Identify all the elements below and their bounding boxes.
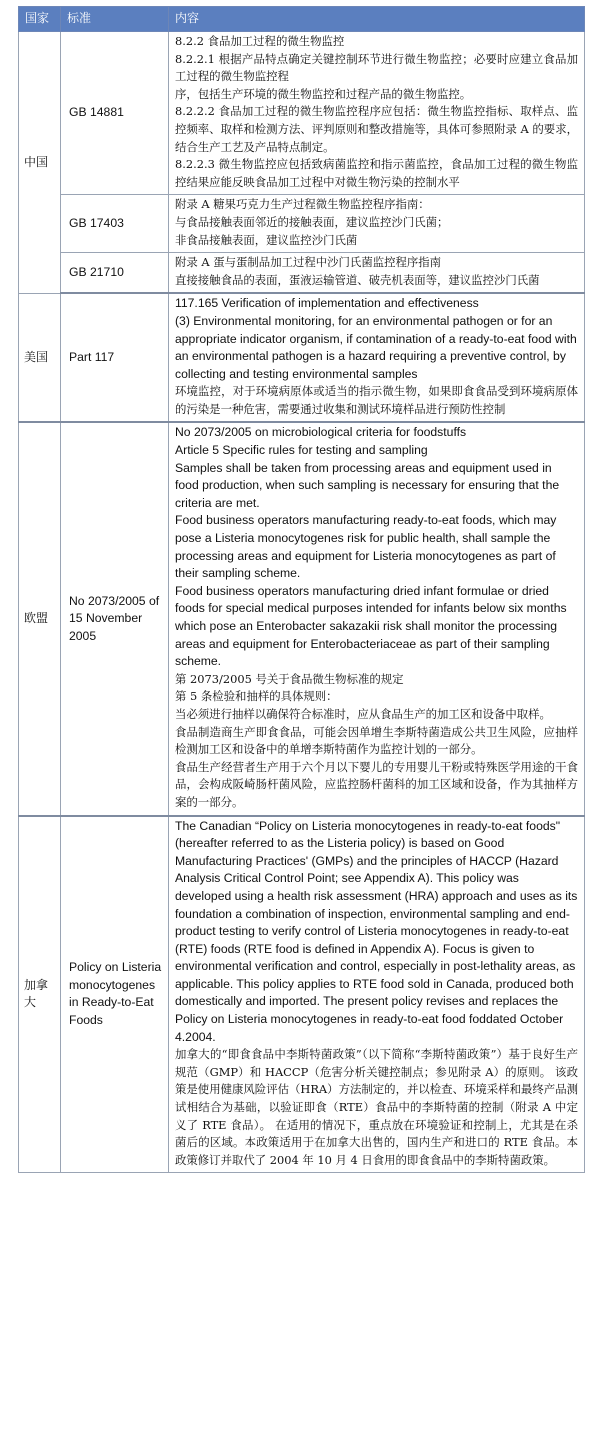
content-line: (3) Environmental monitoring, for an environmental pathogen or for an appropriate indicator organism, if contamination of a ready-to-eat food with an environmental pathogen is a hazard requiring a preventive control, by collecting and testing environmental samples <box>175 313 577 381</box>
country-cell: 美国 <box>19 293 61 422</box>
content-line: 环境监控，对于环境病原体或适当的指示微生物，如果即食食品受到环境病原体的污染是一种危害，需要通过收集和测试环境样品进行预防性控制 <box>175 384 578 416</box>
content-line: 117.165 Verification of implementation and effectiveness <box>175 296 479 311</box>
content-cell <box>169 253 585 294</box>
content-line: 非食品接触表面，建议监控沙门氏菌 <box>175 232 358 247</box>
table-row <box>19 32 585 195</box>
content-cell <box>169 32 585 195</box>
content-line: 8.2.2.2 食品加工过程的微生物监控程序应包括：微生物监控指标、取样点、监控频率、取样和检测方法、评判原则和整改措施等，具体可参照附录 A 的要求，结合生产工艺及产品特点制定。 <box>175 104 578 154</box>
table-row <box>19 195 585 253</box>
country-cell: 中国 <box>19 32 61 294</box>
content-line: 8.2.2.1 根据产品特点确定关键控制环节进行微生物监控；必要时应建立食品加工过程的微生物监控程 <box>175 51 578 84</box>
table-row <box>19 293 585 422</box>
content-line: 第 2073/2005 号关于食品微生物标准的规定 <box>175 671 404 686</box>
content-line: 食品制造商生产即食食品，可能会因单增生李斯特菌造成公共卫生风险，应抽样检测加工区和设备中的单增李斯特菌作为监控计划的一部分。 <box>175 724 578 757</box>
content-cell <box>169 816 585 1173</box>
content-cell <box>169 422 585 815</box>
content-line: 序，包括生产环境的微生物监控和过程产品的微生物监控。 <box>175 86 472 101</box>
content-line: 附录 A 糖果巧克力生产过程微生物监控程序指南： <box>175 197 430 212</box>
content-line: 8.2.2 食品加工过程的微生物监控 <box>175 34 345 48</box>
regulation-table <box>18 6 585 1173</box>
standard-cell: Policy on Listeria monocytogenes in Ready-to-Eat Foods <box>61 816 169 1173</box>
table-row <box>19 816 585 1173</box>
content-cell <box>169 293 585 422</box>
content-line: 与食品接触表面邻近的接触表面，建议监控沙门氏菌； <box>175 214 449 229</box>
table-header-row <box>19 7 585 32</box>
content-line: 第 5 条检验和抽样的具体规则： <box>175 689 338 704</box>
standard-cell: GB 14881 <box>61 32 169 195</box>
table-row <box>19 422 585 815</box>
content-line: 直接接触食品的表面，蛋液运输管道、破壳机表面等，建议监控沙门氏菌 <box>175 272 540 287</box>
standard-cell: No 2073/2005 of 15 November 2005 <box>61 422 169 815</box>
standard-cell: GB 21710 <box>61 253 169 294</box>
header-content: 内容 <box>169 7 585 32</box>
content-line: The Canadian “Policy on Listeria monocytogenes in ready-to-eat foods" (hereafter referred to as the Listeria policy) is based on Good Manufacturing Practices' (GMPs) and the principles of HACCP (Hazard Analysis Critical Control Point; see Appendix A). This policy was developed using a health risk assessment (HRA) approach and uses as its foundation a combination of inspection, environmental sampling and end-product testing to verify control of Listeria monocytogenes in ready-to-eat (RTE) foods (RTE food is defined in Appendix A). Focus is given to environmental verification and control, especially in post-lethality areas, as applicable. This policy applies to RTE food sold in Canada, produced both domestically and imported. The present policy revises and replaces the Policy on Listeria monocytogenes in ready-to-eat food foddated October 4.2004. <box>175 818 578 1044</box>
content-line: 加拿大的“即食食品中李斯特菌政策”（以下简称“李斯特菌政策”）基于良好生产规范（GMP）和 HACCP（危害分析关键控制点；参见附录 A）的原则。 该政策是使用健康风险评估（HRA）方法制定的，并以检查、环境采样和最终产品测试相结合为基础，以验证即食（RTE）食品中的李斯特菌的控制（附录 A 中定义了 RTE 食品）。 在适用的情况下，重点放在环境验证和控制上，尤其是在杀菌后的区域。本政策适用于在加拿大出售的，国内生产和进口的 RTE 食品。本政策修订并取代了 2004 年 10 月 4 日食用的即食食品中的李斯特菌政策。 <box>175 1047 578 1167</box>
table-row <box>19 253 585 294</box>
content-cell <box>169 195 585 253</box>
content-line: Food business operators manufacturing dried infant formulae or dried foods for special medical purposes intended for infants below six months which pose an Enterobacter sakazakii risk shall monitor the processing areas and equipment for Enterobacteriaceae as part of their sampling scheme. <box>175 583 567 669</box>
content-line: Samples shall be taken from processing areas and equipment used in food production, when such sampling is necessary for ensuring that the criteria are met. <box>175 460 560 510</box>
content-line: 8.2.2.3 微生物监控应包括致病菌监控和指示菌监控，食品加工过程的微生物监控结果应能反映食品加工过程中对微生物污染的控制水平 <box>175 157 578 189</box>
country-cell: 加拿大 <box>19 816 61 1173</box>
content-line: 食品生产经营者生产用于六个月以下婴儿的专用婴儿干粉或特殊医学用途的干食品，会构成阪崎肠杆菌风险，应监控肠杆菌科的加工区域和设备，作为其抽样方案的一部分。 <box>175 759 578 809</box>
country-cell: 欧盟 <box>19 422 61 815</box>
content-line: No 2073/2005 on microbiological criteria for foodstuffs <box>175 425 467 440</box>
content-line: Food business operators manufacturing ready-to-eat foods, which may pose a Listeria monocytogenes risk for public health, shall sample the processing areas and equipment for Listeria monocytogenes as part of their sampling scheme. <box>175 513 557 581</box>
header-standard: 标准 <box>61 7 169 32</box>
content-line: Article 5 Specific rules for testing and sampling <box>175 443 428 458</box>
standard-cell: GB 17403 <box>61 195 169 253</box>
standard-cell: Part 117 <box>61 293 169 422</box>
content-line: 当必须进行抽样以确保符合标准时，应从食品生产的加工区和设备中取样。 <box>175 706 551 721</box>
header-country: 国家 <box>19 7 61 32</box>
content-line: 附录 A 蛋与蛋制品加工过程中沙门氏菌监控程序指南 <box>175 255 442 270</box>
